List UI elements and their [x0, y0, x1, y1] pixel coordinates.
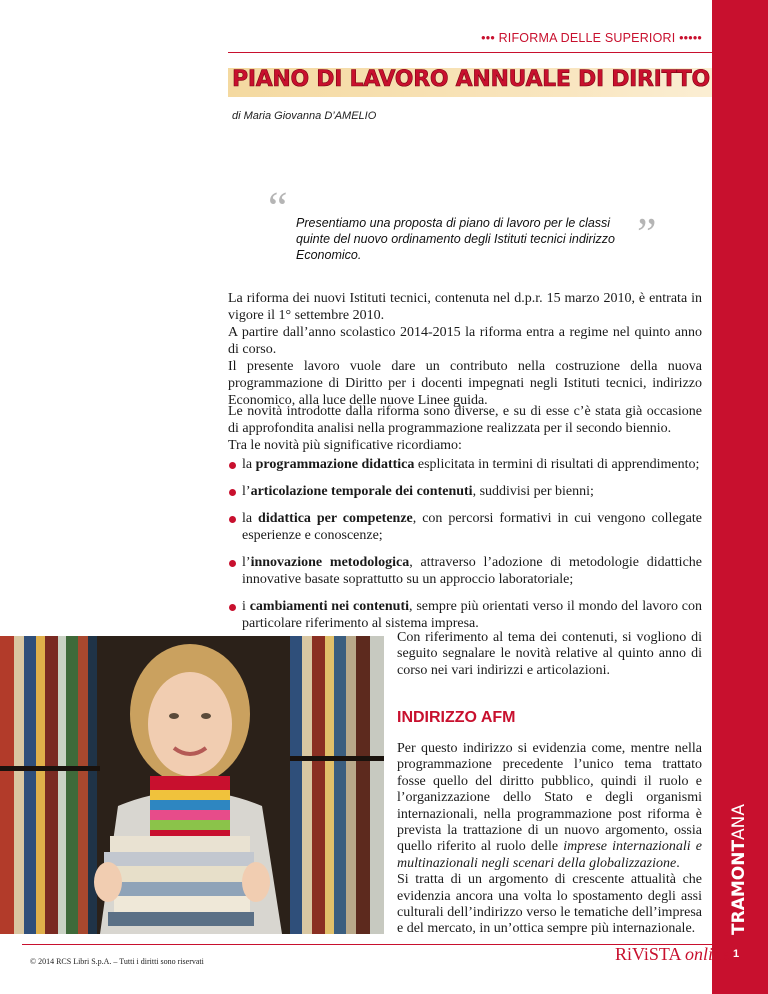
close-quote-mark: ” — [637, 209, 657, 258]
afm-paragraph: Per questo indirizzo si evidenzia come, mentre nella programmazione precedente l’unico tema trattato fosse quello del diritto pubblico, quindi il ruolo e l’organizzazione dello Stato e degli organismi internazionali, nella programmazione post riforma è prevista la trattazione di un nuovo argomento, ossia quello riferito al ruolo delle imprese internazionali e multinazionali negli scenari della globalizzazione. Si tratta di un argomento di crescente attualità che evidenzia ancora una volta lo spostamento degli assi culturali dell’indirizzo verso le tematiche dell’impresa e del mercato, in un’ottica sempre più internazionale. — [397, 741, 702, 937]
page-title: PIANO DI LAVORO ANNUALE DI DIRITTO — [232, 67, 710, 92]
open-quote-mark: “ — [268, 183, 288, 232]
brand-light-part: ANA — [729, 803, 749, 840]
section-label: ••• RIFORMA DELLE SUPERIORI ••••• — [481, 31, 702, 45]
byline: di Maria Giovanna D’AMELIO — [232, 110, 377, 122]
rivista-online-logo: RiViSTA online — [615, 944, 730, 964]
bullet-dot-icon — [229, 489, 236, 496]
list-item: la didattica per competenze, con percorsi formativi in cui vengono collegate esperienze e conoscenze; — [228, 510, 702, 544]
novelty-list — [228, 456, 702, 642]
bullet-dot-icon — [229, 462, 236, 469]
pull-quote: Presentiamo una proposta di piano di lavoro per le classi quinte del nuovo ordinamento degli Istituti tecnici indirizzo Economico. — [296, 216, 615, 262]
intro-paragraph-1: La riforma dei nuovi Istituti tecnici, contenuta nel d.p.r. 15 marzo 2010, è entrata in vigore il 1° settembre 2010. A partire dall’anno scolastico 2014-2015 la riforma entra a regime nel quinto anno di corso. Il presente lavoro vuole dare un contributo nella costruzione della nuova programmazione di Diritto per i docenti impegnati negli Istituti tecnici, indirizzo Economico, alla luce delle nuove Linee guida. — [228, 291, 702, 408]
list-item: l’innovazione metodologica, attraverso l’adozione di metodologie didattiche innovative basate soprattutto su un approccio laboratoriale; — [228, 554, 702, 588]
svg-text:TRAMONTANA — [729, 804, 749, 935]
tramontana-brand-logo — [716, 760, 756, 940]
brand-bold-part: TRAMONT — [729, 839, 749, 935]
list-item: la programmazione didattica esplicitata in termini di risultati di apprendimento; — [228, 456, 702, 473]
footer-divider — [22, 944, 712, 945]
section-heading-afm: INDIRIZZO AFM — [397, 709, 516, 726]
bullet-dot-icon — [229, 604, 236, 611]
intro-paragraph-2: Le novità introdotte dalla riforma sono diverse, e su di esse c’è stata già occasione di approfondita analisi nella programmazione realizzata per il secondo biennio. Tra le novità più significative ricordiamo: — [228, 404, 702, 453]
list-item: i cambiamenti nei contenuti, sempre più orientati verso il mondo del lavoro con particolare riferimento al sistema impresa. — [228, 598, 702, 632]
page-number: 1 — [733, 948, 740, 960]
student-library-photo — [0, 636, 384, 934]
list-item: l’articolazione temporale dei contenuti, suddivisi per bienni; — [228, 483, 702, 500]
bullet-dot-icon — [229, 560, 236, 567]
bullet-dot-icon — [229, 516, 236, 523]
column-intro: Con riferimento al tema dei contenuti, si vogliono di seguito segnalare le novità relative al quinto anno di corso nei vari indirizzi e articolazioni. — [397, 630, 702, 678]
copyright-notice: © 2014 RCS Libri S.p.A. – Tutti i diritti sono riservati — [30, 957, 204, 966]
header-divider — [228, 52, 712, 53]
